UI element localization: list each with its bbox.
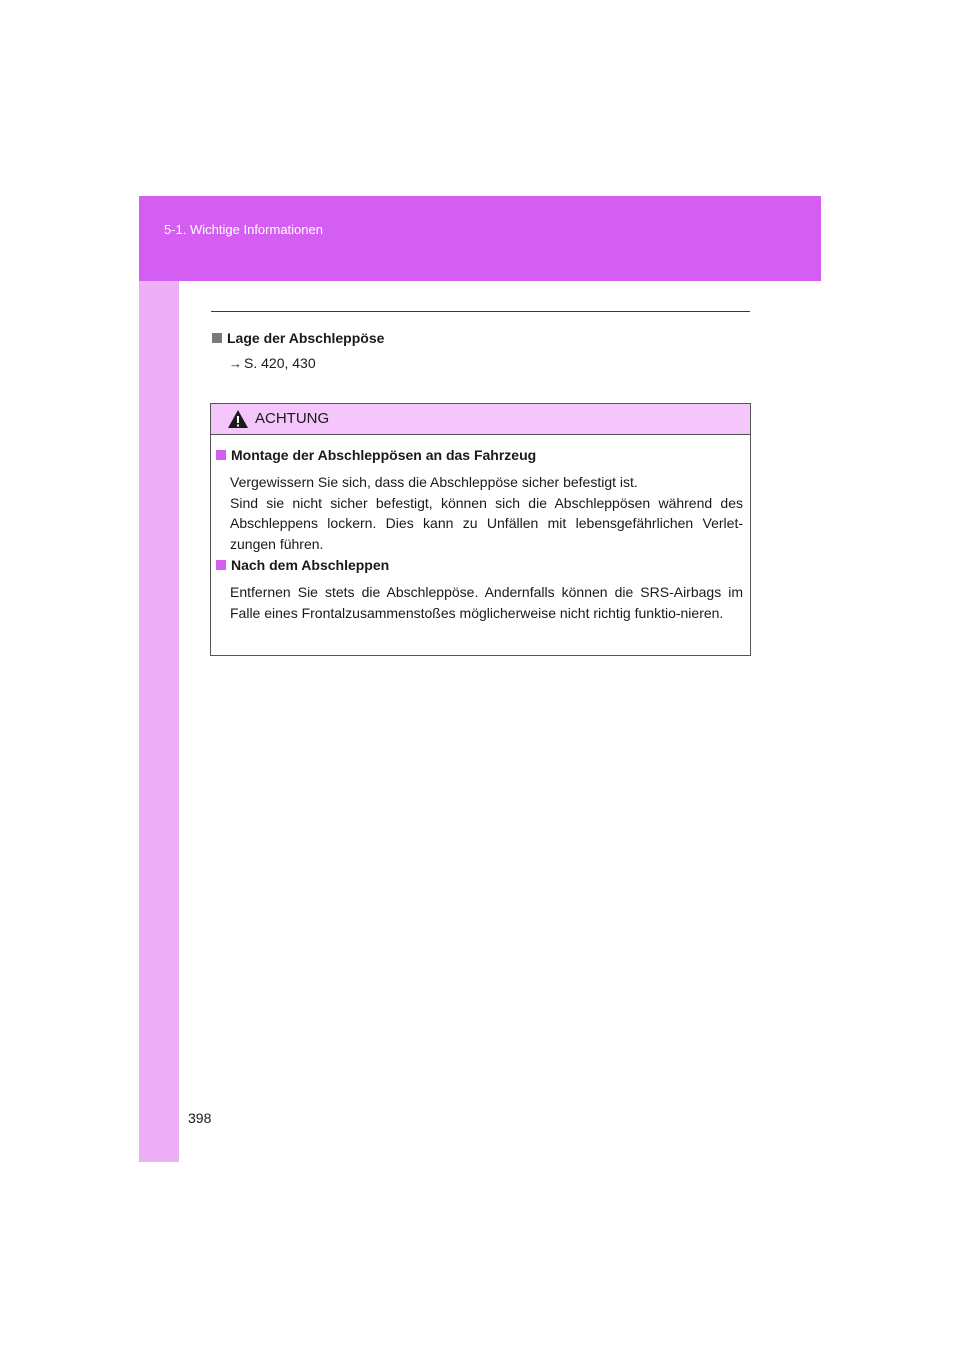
warning-item-heading-text: Montage der Abschleppösen an das Fahrzeug [231, 447, 537, 463]
warning-item-heading-text: Nach dem Abschleppen [231, 557, 390, 573]
header-band [139, 196, 821, 281]
page-reference-text: S. 420, 430 [244, 355, 316, 371]
warning-item-heading [216, 557, 389, 573]
warning-title: ACHTUNG [255, 410, 330, 427]
page-number: 398 [188, 1110, 212, 1126]
page-reference[interactable] [229, 355, 316, 371]
section-title: 5-1. Wichtige Informationen [164, 222, 323, 237]
square-bullet-icon [216, 450, 226, 460]
warning-item-heading [216, 447, 536, 463]
warning-item-text: Vergewissern Sie sich, dass die Abschleppöse sicher befestigt ist. [230, 474, 638, 490]
topic-heading [212, 330, 384, 346]
divider-rule [211, 311, 750, 312]
warning-item-text: Sind sie nicht sicher befestigt, können sich die Abschleppösen während des Abschleppens lockern. Dies kann zu Unfällen mit lebensgefährlichen Verlet-zungen führen. [230, 494, 743, 552]
square-bullet-icon [216, 560, 226, 570]
side-band [139, 281, 179, 1162]
warning-triangle-icon [227, 409, 249, 429]
warning-box [210, 403, 751, 656]
square-bullet-icon [212, 333, 222, 343]
warning-item-text: Entfernen Sie stets die Abschleppöse. Andernfalls können die SRS-Airbags im Falle eines Frontalzusammenstoßes möglicherweise nicht richtig funktio-nieren. [230, 584, 743, 621]
topic-heading-text: Lage der Abschleppöse [227, 330, 385, 346]
warning-header [211, 404, 750, 435]
arrow-right-icon: → [229, 355, 242, 371]
